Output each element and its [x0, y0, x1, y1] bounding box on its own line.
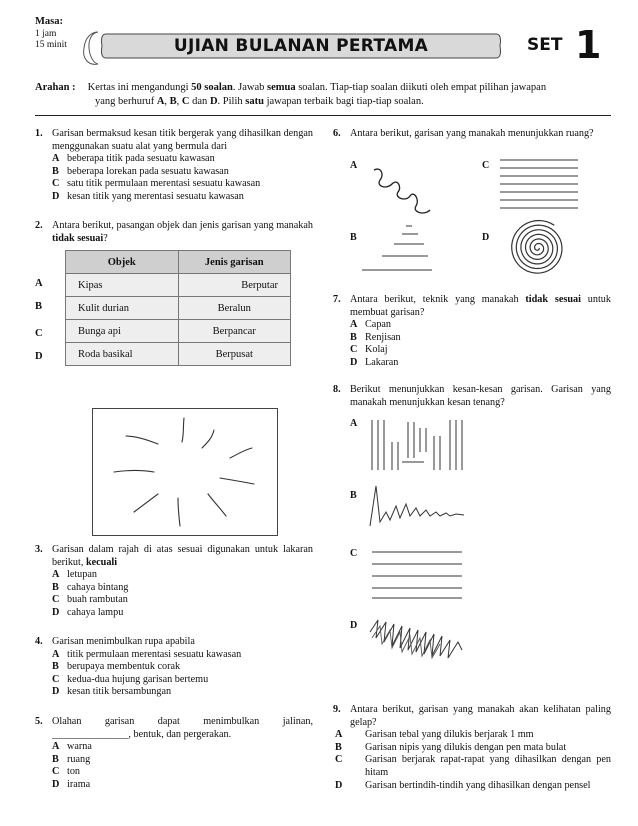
option-letter: B — [350, 331, 357, 343]
stem-text: Garisan dalam rajah di atas sesuai digunakan untuk lakaran berikut, — [52, 544, 313, 568]
option-c[interactable] — [350, 344, 611, 357]
option-d[interactable] — [52, 607, 313, 620]
question-6 — [333, 128, 611, 141]
option-text: titik permulaan merentasi sesuatu kawasan — [67, 648, 242, 660]
question-number: 3. — [35, 544, 43, 555]
option-text: kesan titik yang merentasi sesuatu kawasan — [67, 190, 244, 202]
instructions-text: dan — [192, 96, 208, 107]
title-banner — [98, 30, 504, 62]
question-7 — [333, 294, 611, 370]
space-option-c-parallel-lines — [498, 158, 580, 210]
option-text: cahaya lampu — [67, 606, 124, 618]
option-b[interactable] — [52, 661, 313, 674]
instructions-text: jawapan terbaik bagi tiap-tiap soalan. — [266, 96, 424, 107]
option-letter: B — [52, 661, 59, 673]
instructions-letter: D — [209, 96, 218, 107]
scroll-curl-left — [58, 28, 102, 68]
option-d[interactable] — [350, 357, 611, 370]
option-d[interactable] — [52, 779, 313, 792]
option-b[interactable] — [52, 582, 313, 595]
option-letter: D — [52, 686, 60, 698]
question-4 — [35, 636, 313, 699]
time-minutes: 15 minit — [35, 40, 67, 50]
option-a[interactable] — [52, 153, 313, 166]
option-b[interactable] — [335, 741, 611, 755]
option-c[interactable] — [52, 594, 313, 607]
option-letter: B — [52, 581, 59, 593]
option-b[interactable] — [52, 754, 313, 767]
option-c[interactable] — [52, 766, 313, 779]
option-a[interactable] — [350, 319, 611, 332]
figure-label-a: A — [350, 160, 358, 171]
option-text: irama — [67, 778, 91, 790]
table-cell: Berpancar — [178, 320, 291, 343]
table-row — [66, 320, 291, 343]
option-text: Garisan bertindih-tindih yang dihasilkan dengan pensel — [365, 779, 591, 791]
stem-text: ? — [103, 232, 108, 244]
row-label-d: D — [35, 351, 43, 362]
table-header-row — [66, 251, 291, 274]
radiating-lines-figure — [92, 408, 278, 536]
figure-label-c: C — [482, 160, 490, 171]
calm-option-a-vertical-lines — [368, 418, 466, 472]
option-d[interactable] — [52, 191, 313, 204]
question-stem: Antara berikut, garisan yang manakah akan kelihatan paling gelap? — [350, 704, 611, 728]
calm-option-c-horizontal-lines — [370, 550, 464, 600]
space-option-b-receding-lines — [352, 220, 432, 278]
question-number: 4. — [35, 636, 43, 647]
object-line-table — [65, 250, 291, 366]
option-text: Garisan tebal yang dilukis berjarak 1 mm — [365, 729, 534, 741]
instructions-text: soalan. Tiap-tiap soalan diikuti oleh empat pilihan jawapan — [298, 82, 547, 93]
question-8 — [333, 384, 611, 409]
table-cell: Kipas — [66, 274, 179, 297]
option-text: Renjisan — [365, 331, 401, 343]
option-letter: C — [52, 178, 60, 190]
option-text: cahaya bintang — [67, 581, 129, 593]
time-label: Masa: — [35, 16, 63, 27]
instructions-text: yang berhuruf — [95, 96, 155, 107]
option-text: Capan — [365, 319, 392, 331]
option-letter: D — [350, 356, 358, 368]
option-c[interactable] — [335, 754, 611, 779]
stem-text: Antara berikut, pasangan objek dan jenis garisan yang manakah — [52, 220, 313, 231]
option-b[interactable] — [350, 332, 611, 345]
figure-label-b: B — [350, 232, 357, 243]
table-row — [66, 343, 291, 366]
option-text: beberapa titik pada sesuatu kawasan — [67, 153, 215, 165]
question-9 — [333, 704, 611, 792]
table-cell: Bunga api — [66, 320, 179, 343]
question-5 — [35, 716, 313, 792]
question-1 — [35, 128, 313, 204]
time-hours: 1 jam — [35, 28, 57, 39]
option-text: berupaya membentuk corak — [67, 661, 181, 673]
question-stem: Olahan garisan dapat menimbulkan jalinan, — [52, 716, 313, 727]
set-label: SET — [527, 35, 563, 55]
table-cell: Berpusat — [178, 343, 291, 366]
option-text: warna — [67, 741, 92, 753]
option-text: letupan — [67, 569, 97, 581]
option-text: Garisan nipis yang dilukis dengan pen mata bulat — [365, 741, 567, 753]
instructions-text: Kertas ini mengandungi — [87, 82, 189, 93]
space-option-d-spiral — [508, 218, 568, 278]
option-d[interactable] — [335, 779, 611, 793]
figure-label-a: A — [350, 418, 358, 429]
instructions-letter: A — [156, 96, 165, 107]
space-option-a-squiggle — [368, 162, 440, 220]
option-letter: A — [52, 648, 60, 660]
option-b[interactable] — [52, 166, 313, 179]
question-number: 7. — [333, 294, 341, 305]
table-cell: Roda basikal — [66, 343, 179, 366]
option-letter: C — [52, 673, 60, 685]
stem-emphasis: kecuali — [85, 556, 118, 568]
row-label-a: A — [35, 278, 43, 289]
question-number: 6. — [333, 128, 341, 139]
option-letter: C — [350, 344, 358, 356]
table-row — [66, 297, 291, 320]
option-letter: A — [52, 569, 60, 581]
instructions-letter: B — [169, 96, 177, 107]
table-header: Jenis garisan — [178, 251, 291, 274]
instructions-count: 50 soalan — [191, 82, 233, 93]
option-text: beberapa lorekan pada sesuatu kawasan — [67, 165, 229, 177]
question-stem: Garisan menimbulkan rupa apabila — [52, 636, 195, 647]
row-label-c: C — [35, 328, 43, 339]
question-stem-line2 — [52, 729, 313, 742]
option-letter: B — [52, 165, 59, 177]
option-text: satu titik permulaan merentasi sesuatu kawasan — [67, 178, 261, 190]
calm-option-d-scribble — [366, 614, 466, 662]
option-letter: D — [335, 779, 343, 791]
instructions-letter: C — [181, 96, 190, 107]
option-c[interactable] — [52, 178, 313, 191]
option-letter: D — [52, 606, 60, 618]
question-stem: Berikut menunjukkan kesan-kesan garisan. Garisan yang manakah menunjukkan kesan tenang? — [350, 384, 611, 408]
stem-text: Antara berikut, teknik yang manakah — [350, 294, 519, 305]
option-a[interactable] — [52, 649, 313, 662]
exam-title: UJIAN BULANAN PERTAMA — [173, 36, 429, 56]
table-cell: Beralun — [178, 297, 291, 320]
option-letter: A — [52, 741, 60, 753]
table-row — [66, 274, 291, 297]
question-stem — [350, 294, 611, 319]
option-text: ruang — [67, 753, 91, 765]
option-letter: B — [52, 753, 59, 765]
figure-label-d: D — [482, 232, 490, 243]
option-letter: C — [52, 766, 60, 778]
instructions-text: . Pilih — [217, 96, 243, 107]
instructions-emphasis: semua — [267, 82, 296, 93]
stem-text: , bentuk, dan pergerakan. — [128, 728, 232, 740]
stem-text: untuk membuat garisan? — [350, 294, 611, 318]
option-letter: A — [350, 319, 358, 331]
question-stem: Antara berikut, garisan yang manakah menunjukkan ruang? — [350, 128, 594, 139]
option-text: Garisan berjarak rapat-rapat yang dihasilkan dengan pen hitam — [365, 754, 611, 778]
instructions-label: Arahan : — [35, 82, 76, 93]
answer-blank: _______________ — [52, 728, 129, 740]
table-cell: Berputar — [178, 274, 291, 297]
question-number: 9. — [333, 704, 341, 715]
question-number: 5. — [35, 716, 43, 727]
set-number: 1 — [575, 23, 602, 67]
option-letter: C — [52, 594, 60, 606]
option-letter: C — [335, 754, 343, 766]
option-text: kesan titik bersambungan — [67, 686, 172, 698]
option-text: kedua-dua hujung garisan bertemu — [67, 673, 209, 685]
stem-emphasis: tidak sesuai — [52, 232, 104, 244]
option-letter: A — [335, 729, 343, 741]
question-3 — [35, 544, 313, 620]
table-cell: Kulit durian — [66, 297, 179, 320]
figure-label-b: B — [350, 490, 357, 501]
option-c[interactable] — [52, 674, 313, 687]
option-a[interactable] — [52, 741, 313, 754]
calm-option-b-zigzag — [368, 482, 466, 530]
option-text: Lakaran — [365, 356, 399, 368]
question-number: 2. — [35, 220, 43, 231]
table-header: Objek — [66, 251, 179, 274]
question-stem — [52, 544, 313, 569]
option-text: Kolaj — [365, 344, 388, 356]
option-a[interactable] — [335, 729, 611, 742]
instructions-emphasis: satu — [245, 96, 264, 107]
row-label-b: B — [35, 301, 43, 312]
instructions-text: . Jawab — [232, 82, 265, 93]
figure-label-c: C — [350, 548, 358, 559]
figure-label-d: D — [350, 620, 358, 631]
instructions-divider — [35, 115, 611, 116]
option-a[interactable] — [52, 569, 313, 582]
stem-emphasis: tidak sesuai — [525, 294, 581, 305]
option-letter: B — [335, 741, 342, 753]
question-number: 8. — [333, 384, 341, 395]
option-letter: D — [52, 778, 60, 790]
option-letter: D — [52, 190, 60, 202]
option-d[interactable] — [52, 686, 313, 699]
question-stem: Garisan bermaksud kesan titik bergerak yang dihasilkan dengan menggunakan suatu alat yang bermula dari — [52, 128, 313, 152]
question-stem — [52, 220, 313, 245]
question-2 — [35, 220, 313, 245]
instructions: Arahan : Kertas ini mengandungi 50 soalan. Jawab semua soalan. Tiap-tiap soalan diikuti oleh empat pilihan jawapan yang berhuruf A, B, C dan D. Pilih satu jawapan terbaik bagi tiap-tiap soalan. — [35, 82, 547, 107]
question-number: 1. — [35, 128, 43, 139]
option-text: ton — [67, 766, 81, 778]
option-letter: A — [52, 153, 60, 165]
option-text: buah rambutan — [67, 594, 128, 606]
